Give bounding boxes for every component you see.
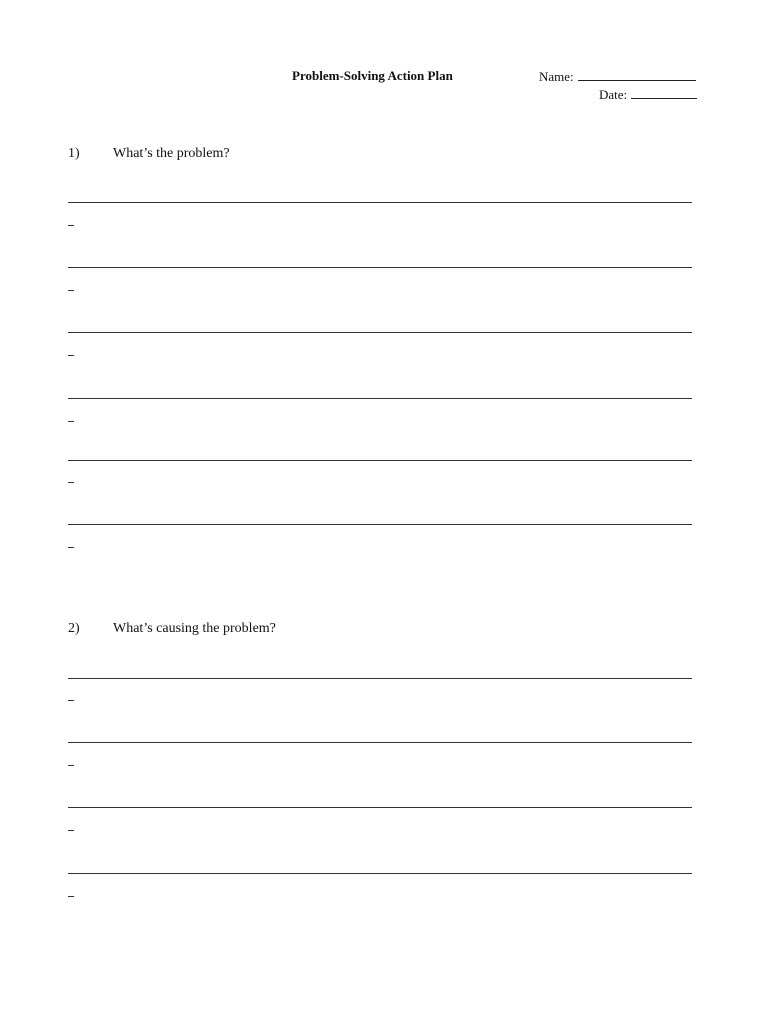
answer-line-tail — [68, 421, 74, 422]
answer-line-tail — [68, 482, 74, 483]
answer-line[interactable] — [68, 267, 692, 268]
answer-line-tail — [68, 896, 74, 897]
answer-line[interactable] — [68, 202, 692, 203]
answer-line[interactable] — [68, 873, 692, 874]
answer-line[interactable] — [68, 742, 692, 743]
page-title: Problem-Solving Action Plan — [292, 68, 453, 83]
answer-line-tail — [68, 290, 74, 291]
question-number: 2) — [68, 621, 80, 636]
answer-line-tail — [68, 830, 74, 831]
name-field — [539, 68, 696, 85]
answer-line-tail — [68, 355, 74, 356]
answer-line-tail — [68, 225, 74, 226]
answer-line-tail — [68, 700, 74, 701]
answer-line[interactable] — [68, 524, 692, 525]
question-1 — [68, 146, 230, 162]
answer-line[interactable] — [68, 460, 692, 461]
answer-line[interactable] — [68, 678, 692, 679]
answer-line[interactable] — [68, 332, 692, 333]
answer-line-tail — [68, 547, 74, 548]
name-label: Name: — [539, 69, 574, 84]
answer-line[interactable] — [68, 807, 692, 808]
question-2 — [68, 621, 276, 637]
date-label: Date: — [599, 87, 628, 102]
date-blank-line[interactable] — [631, 86, 697, 99]
name-blank-line[interactable] — [578, 68, 696, 81]
answer-line-tail — [68, 765, 74, 766]
question-text: What’s the problem? — [113, 146, 230, 161]
answer-line[interactable] — [68, 398, 692, 399]
date-field — [599, 86, 697, 103]
question-number: 1) — [68, 146, 80, 161]
question-text: What’s causing the problem? — [113, 621, 276, 636]
